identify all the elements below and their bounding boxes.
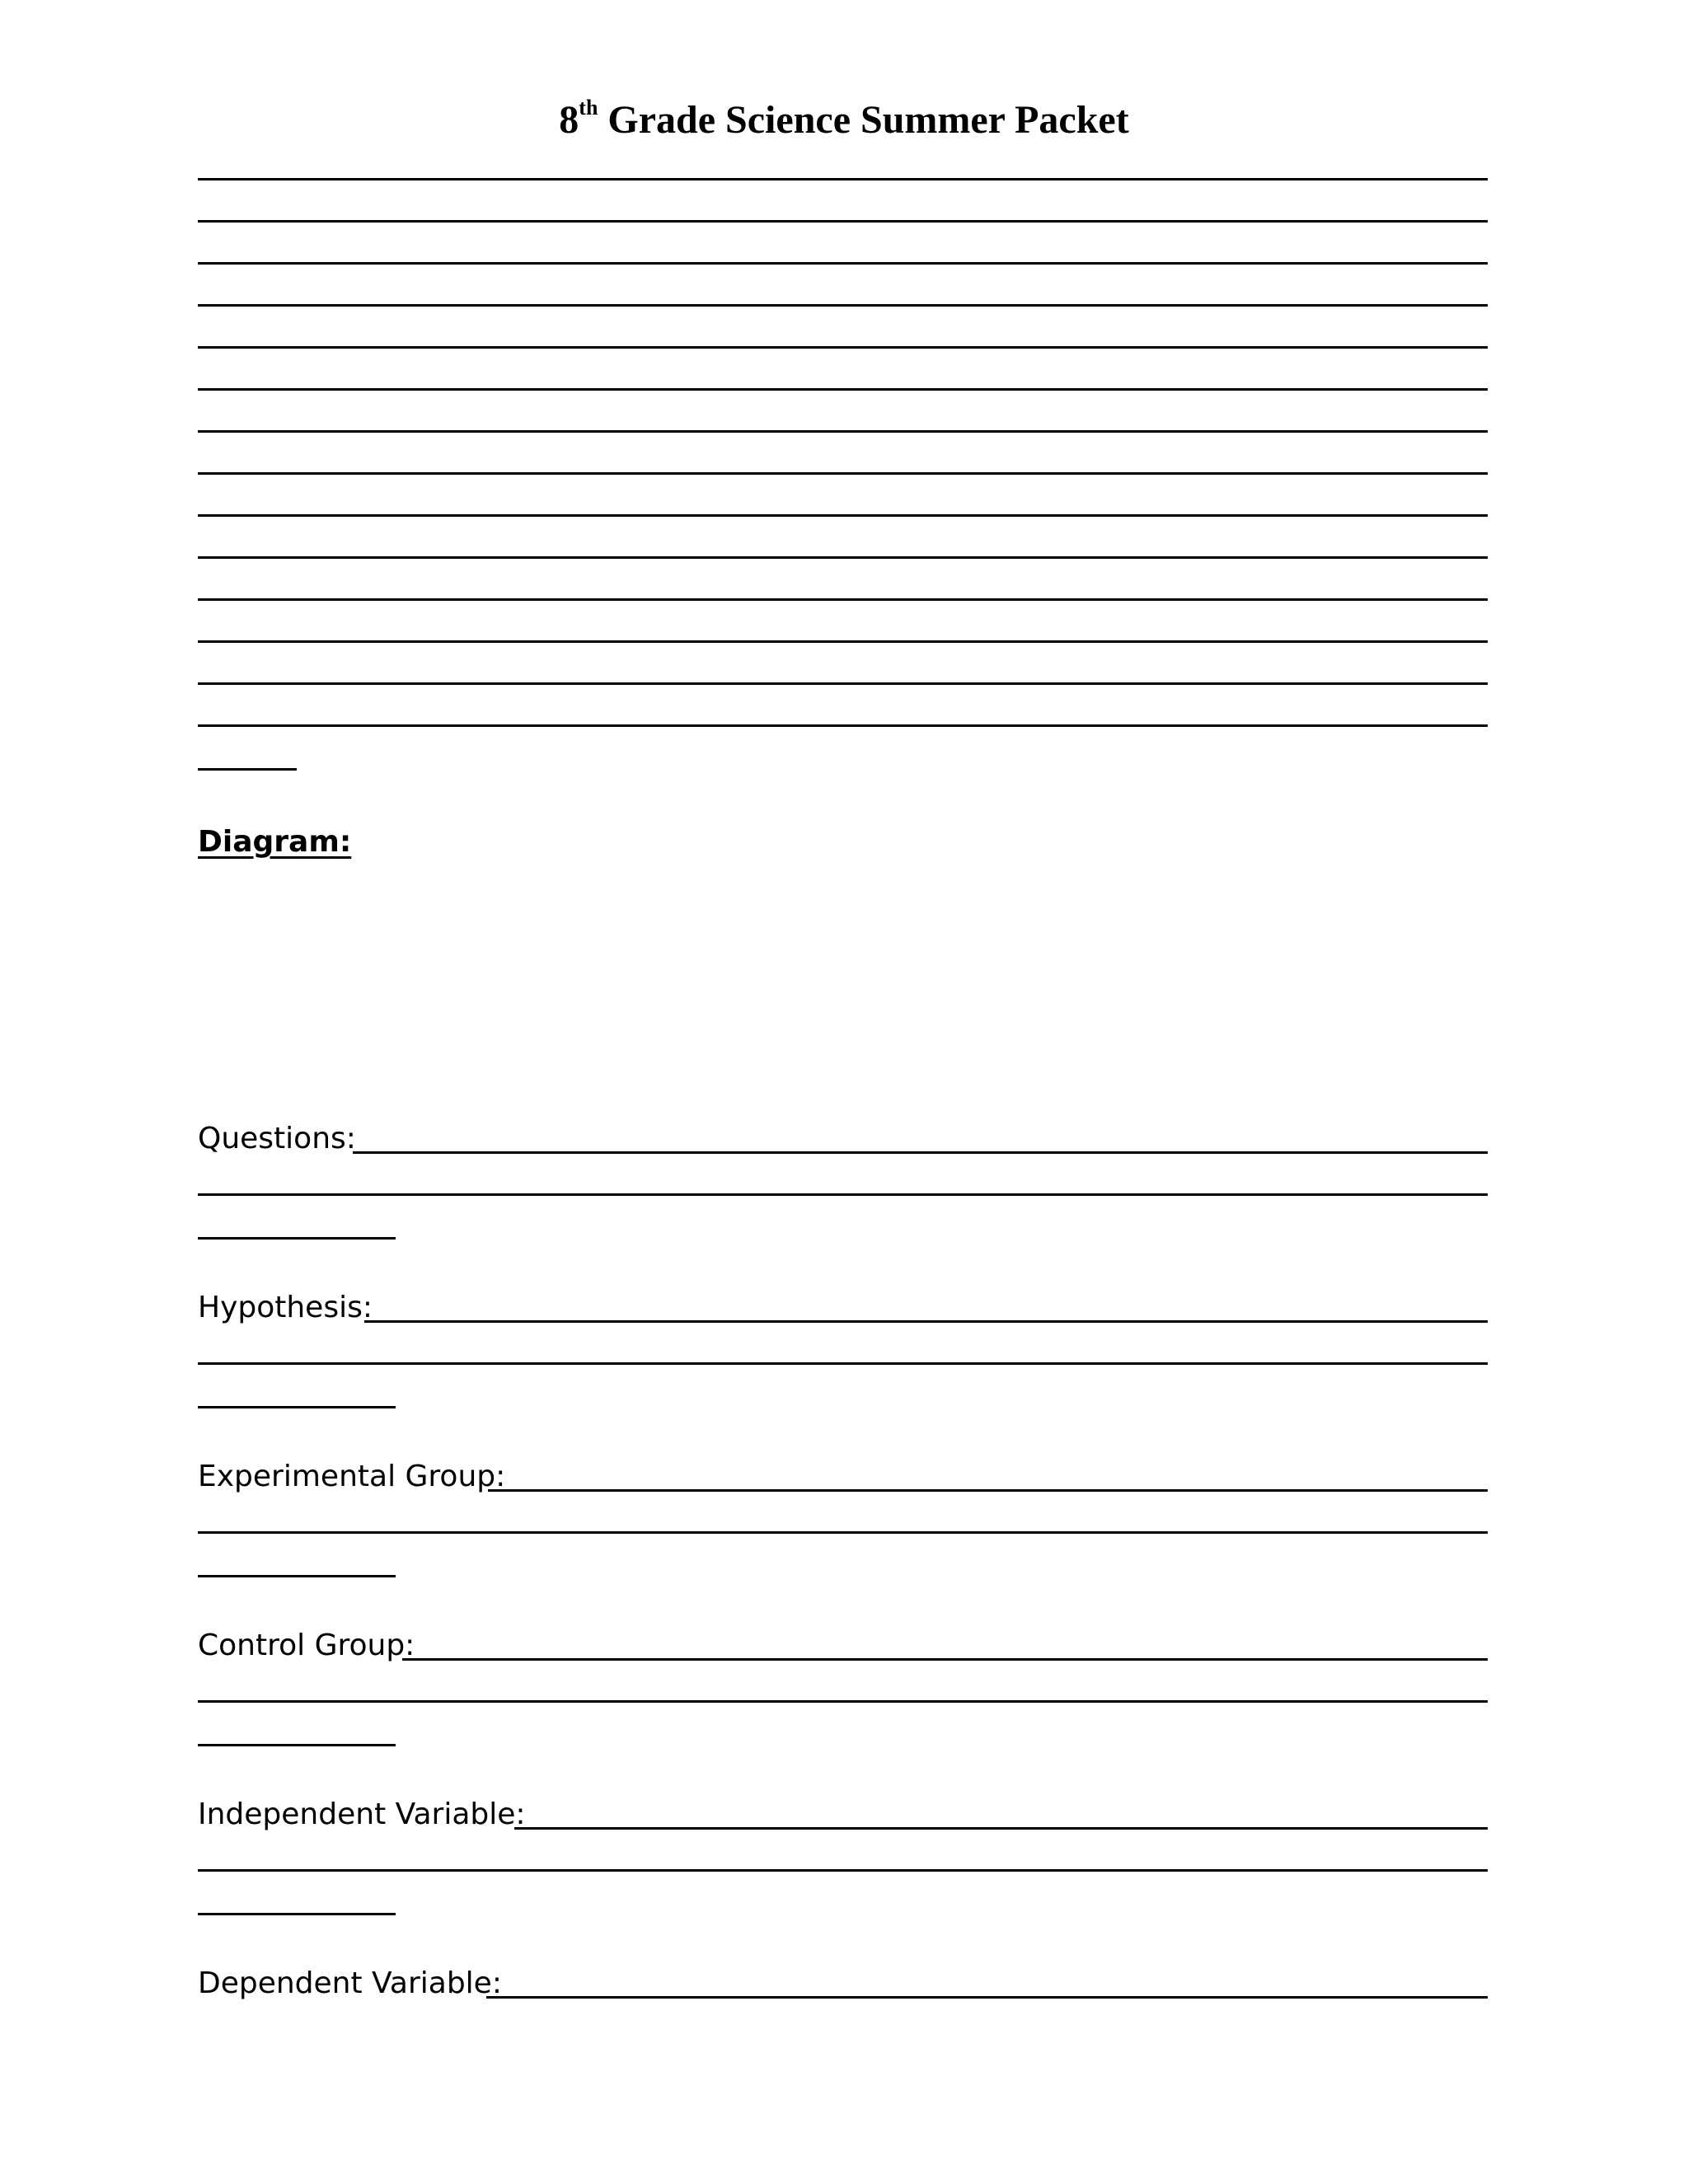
independent-variable-line[interactable] bbox=[198, 1869, 1488, 1872]
hypothesis-line[interactable] bbox=[198, 1362, 1488, 1365]
writing-line[interactable] bbox=[198, 556, 1488, 559]
diagram-label: Diagram: bbox=[198, 825, 352, 859]
dependent-variable-label: Dependent Variable: bbox=[198, 1966, 502, 2000]
independent-variable-line[interactable] bbox=[514, 1827, 1488, 1830]
independent-variable-label: Independent Variable: bbox=[198, 1797, 526, 1831]
control-group-line-short[interactable] bbox=[198, 1744, 396, 1746]
independent-variable-line-short[interactable] bbox=[198, 1913, 396, 1915]
questions-line-short[interactable] bbox=[198, 1237, 396, 1240]
questions-label: Questions: bbox=[198, 1122, 356, 1155]
hypothesis-line-short[interactable] bbox=[198, 1406, 396, 1408]
writing-line[interactable] bbox=[198, 178, 1488, 180]
hypothesis-line[interactable] bbox=[364, 1320, 1488, 1323]
writing-line-short[interactable] bbox=[198, 768, 297, 771]
writing-line[interactable] bbox=[198, 640, 1488, 643]
diagram-area[interactable] bbox=[198, 874, 1488, 1104]
writing-line[interactable] bbox=[198, 220, 1488, 223]
writing-line[interactable] bbox=[198, 430, 1488, 433]
questions-line[interactable] bbox=[353, 1151, 1488, 1154]
writing-line[interactable] bbox=[198, 598, 1488, 601]
title-text: Grade Science Summer Packet bbox=[598, 98, 1129, 142]
writing-line[interactable] bbox=[198, 472, 1488, 475]
writing-line[interactable] bbox=[198, 346, 1488, 349]
control-group-line[interactable] bbox=[198, 1700, 1488, 1703]
writing-line[interactable] bbox=[198, 724, 1488, 727]
writing-line[interactable] bbox=[198, 388, 1488, 391]
dependent-variable-line[interactable] bbox=[486, 1996, 1488, 1999]
writing-line[interactable] bbox=[198, 304, 1488, 307]
questions-line[interactable] bbox=[198, 1193, 1488, 1196]
page-title bbox=[0, 97, 1688, 143]
control-group-line[interactable] bbox=[402, 1658, 1488, 1661]
title-ordinal: th bbox=[579, 96, 598, 120]
control-group-label: Control Group: bbox=[198, 1629, 415, 1662]
writing-line[interactable] bbox=[198, 682, 1488, 685]
experimental-group-line[interactable] bbox=[198, 1531, 1488, 1534]
title-number: 8 bbox=[559, 98, 579, 142]
experimental-group-line[interactable] bbox=[488, 1489, 1488, 1492]
writing-line[interactable] bbox=[198, 514, 1488, 517]
writing-line[interactable] bbox=[198, 262, 1488, 265]
experimental-group-line-short[interactable] bbox=[198, 1575, 396, 1577]
experimental-group-label: Experimental Group: bbox=[198, 1460, 506, 1493]
hypothesis-label: Hypothesis: bbox=[198, 1291, 373, 1324]
